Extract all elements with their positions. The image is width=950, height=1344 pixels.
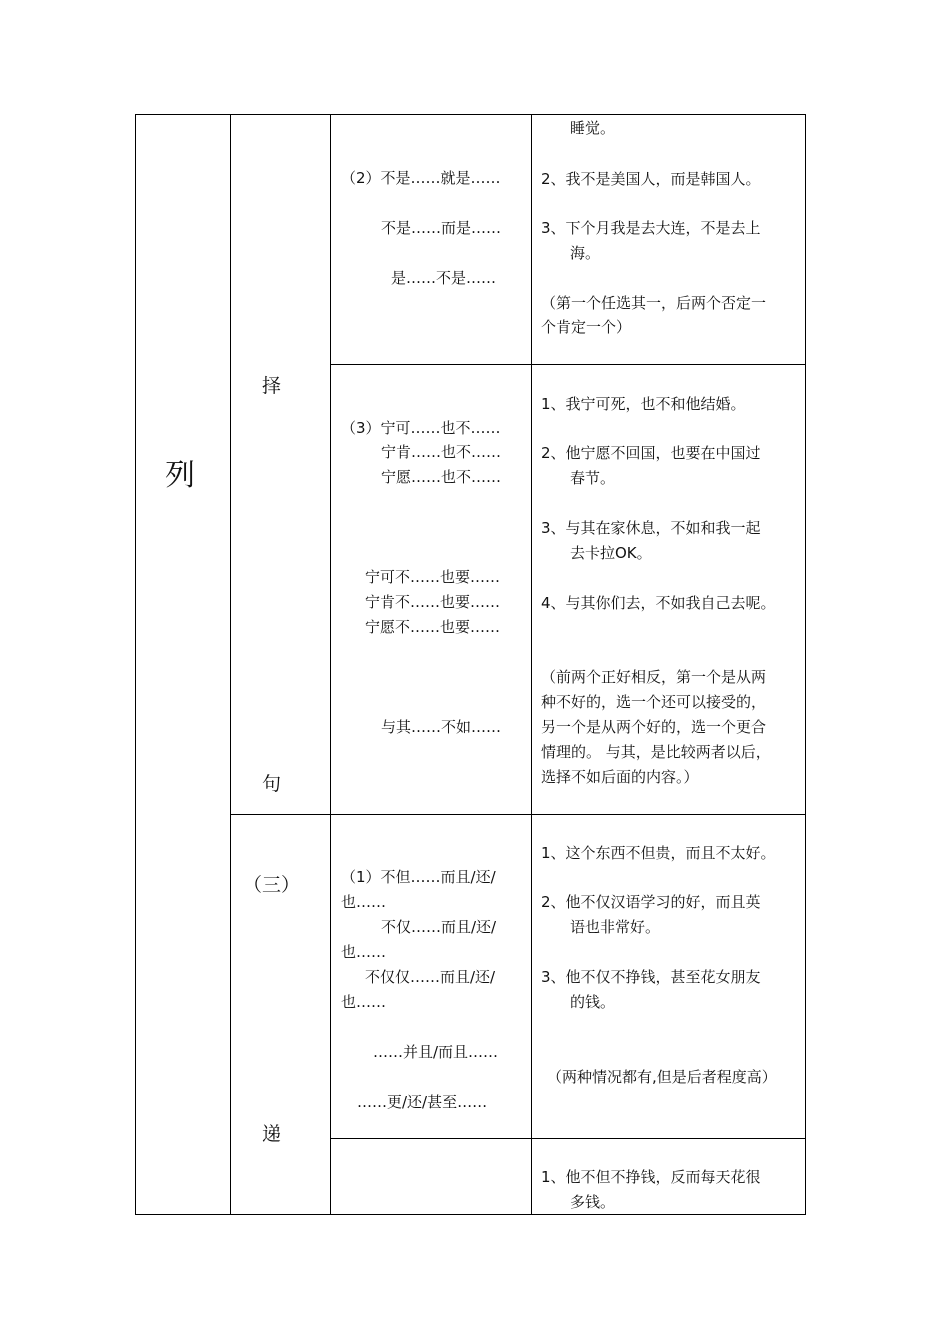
example-text: 4、与其你们去，不如我自己去呢。 [541, 594, 776, 612]
category-label-lie: 列 [165, 458, 195, 493]
example-text: 2、他不仅汉语学习的好，而且英 [541, 893, 761, 911]
pattern-text: 与其……不如…… [381, 718, 502, 736]
example-text: 春节。 [570, 469, 616, 487]
example-text: 3、他不仅不挣钱，甚至花女朋友 [541, 968, 761, 986]
example-text: 多钱。 [570, 1193, 616, 1211]
pattern-text: ……并且/而且…… [373, 1043, 499, 1061]
note-text: 选择不如后面的内容。） [541, 768, 699, 786]
table-bottom-border [135, 1214, 806, 1215]
pattern-text: （3）宁可……也不…… [341, 419, 501, 437]
example-text: 2、我不是美国人，而是韩国人。 [541, 170, 761, 188]
example-text: 1、他不但不挣钱，反而每天花很 [541, 1168, 761, 1186]
pattern-text: 也…… [341, 993, 387, 1011]
category-label-san: （三） [243, 874, 301, 896]
pattern-text: 不仅仅……而且/还/ [365, 968, 496, 986]
note-text: （两种情况都有,但是后者程度高） [547, 1068, 777, 1086]
table-right-border [805, 114, 806, 1215]
pattern-text: （1）不但……而且/还/ [341, 868, 496, 886]
note-text: 种不好的，选一个还可以接受的， [541, 693, 767, 711]
pattern-text: 宁可不……也要…… [365, 568, 501, 586]
pattern-text: 也…… [341, 893, 387, 911]
column-divider-2 [330, 114, 331, 1215]
pattern-text: 宁肯……也不…… [381, 443, 502, 461]
note-text: 另一个是从两个好的，选一个更合 [541, 718, 767, 736]
example-text: 1、我宁可死，也不和他结婚。 [541, 395, 746, 413]
example-text: 睡觉。 [570, 119, 616, 137]
example-text: 2、他宁愿不回国，也要在中国过 [541, 444, 761, 462]
row-divider-3 [330, 1138, 806, 1139]
note-text: （前两个正好相反，第一个是从两 [541, 668, 767, 686]
pattern-text: 宁肯不……也要…… [365, 593, 501, 611]
column-divider-3 [531, 114, 532, 1215]
category-label-ju: 句 [262, 773, 282, 795]
pattern-text: （2）不是……就是…… [341, 169, 501, 187]
pattern-text: ……更/还/甚至…… [357, 1093, 488, 1111]
pattern-text: 不是……而是…… [381, 219, 502, 237]
row-divider-2 [230, 814, 806, 815]
pattern-text: 宁愿不……也要…… [365, 618, 501, 636]
pattern-text: 是……不是…… [391, 269, 497, 287]
pattern-text: 也…… [341, 943, 387, 961]
note-text: （第一个任选其一，后两个否定一 [541, 294, 767, 312]
pattern-text: 不仅……而且/还/ [381, 918, 497, 936]
example-text: 1、这个东西不但贵，而且不太好。 [541, 844, 776, 862]
category-label-ze: 择 [262, 375, 282, 397]
example-text: 去卡拉OK。 [570, 544, 652, 562]
note-text: 情理的。 与其，是比较两者以后， [541, 743, 771, 761]
row-divider-1 [330, 364, 806, 365]
pattern-text: 宁愿……也不…… [381, 468, 502, 486]
table-left-border [135, 114, 136, 1215]
example-text: 海。 [570, 244, 601, 262]
note-text: 个肯定一个） [541, 318, 632, 336]
category-label-di: 递 [262, 1123, 282, 1145]
example-text: 3、下个月我是去大连，不是去上 [541, 219, 761, 237]
example-text: 3、与其在家休息，不如和我一起 [541, 519, 761, 537]
example-text: 的钱。 [570, 993, 616, 1011]
example-text: 语也非常好。 [570, 918, 661, 936]
column-divider-1 [230, 114, 231, 1215]
table-top-border [135, 114, 806, 115]
